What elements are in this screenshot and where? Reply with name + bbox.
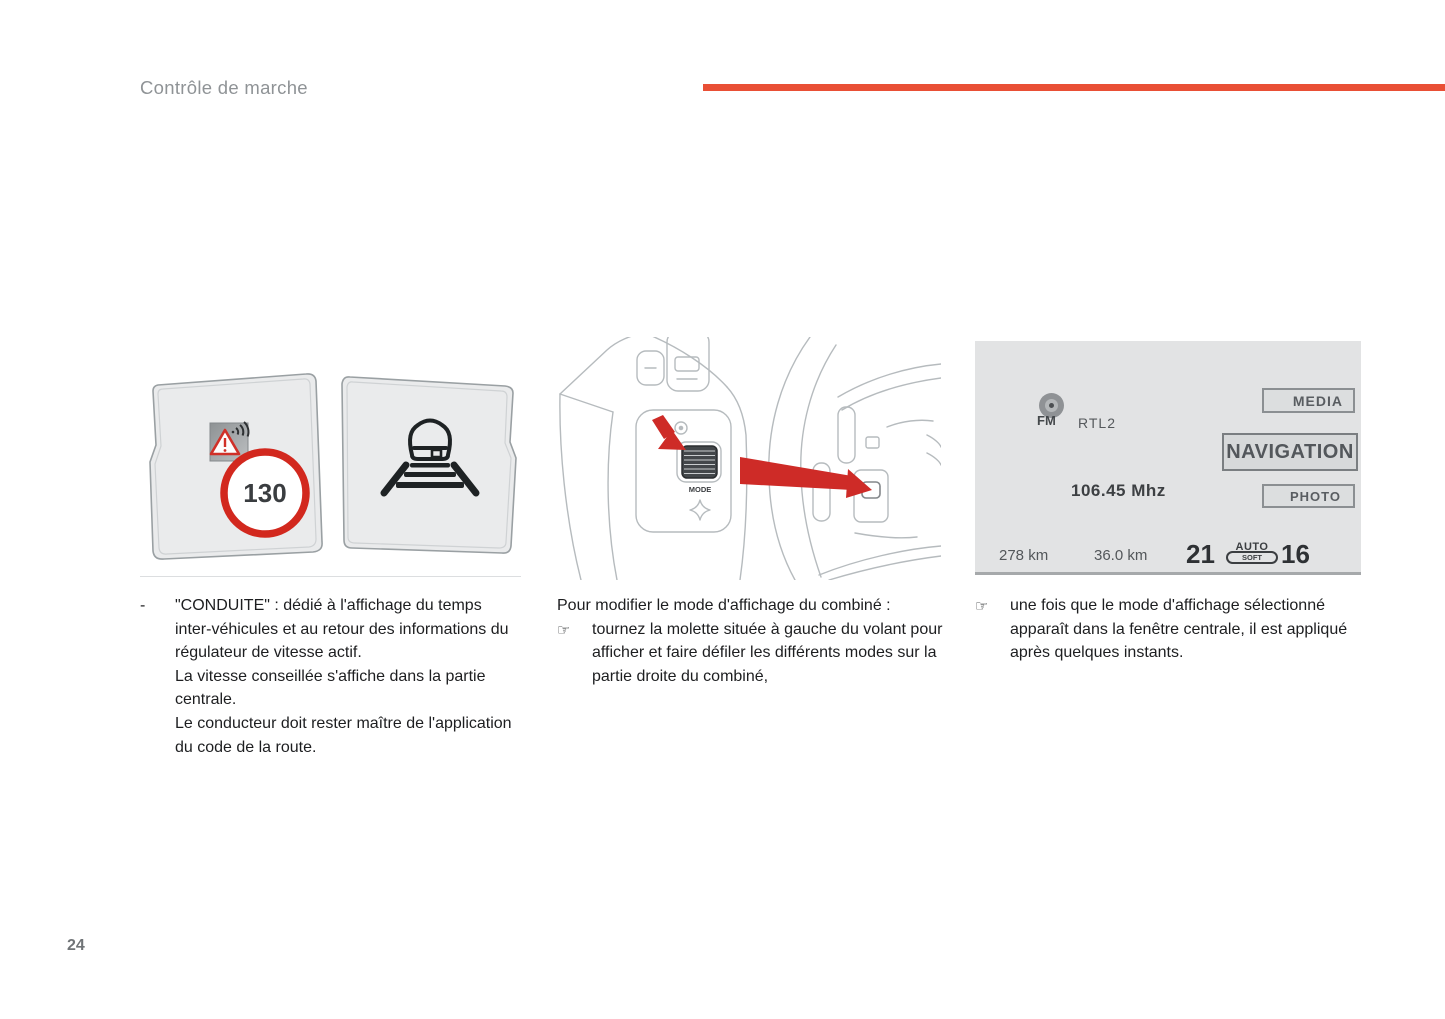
speed-limit-ring: [224, 452, 306, 534]
band-label: FM: [1037, 413, 1056, 428]
column-modify-mode: [557, 594, 945, 688]
chevron-logo-icon: [927, 435, 941, 447]
cluster-display-illustration: [140, 345, 521, 578]
media-button: MEDIA: [1262, 388, 1355, 413]
steering-wheel-illustration: [557, 337, 941, 580]
wheel-outline: [769, 337, 941, 580]
page-number: 24: [67, 937, 85, 954]
speed-limit-value: 130: [243, 478, 287, 508]
figure-baseline: [140, 576, 521, 577]
accent-bar: [703, 84, 1445, 91]
mode-thumbwheel: [682, 446, 717, 478]
dash-bullet: -: [140, 597, 146, 614]
central-display-figure: [975, 341, 1361, 575]
conduite-paragraph-1: "CONDUITE" : dédié à l'affichage du temps inter-véhicules et au retour des informations du régulateur de vitesse actif.: [175, 597, 509, 662]
steering-wheel-figure: [557, 337, 941, 580]
photo-button: PHOTO: [1262, 484, 1355, 508]
stalk-outline: [560, 337, 747, 580]
pointing-hand-icon: ☞: [557, 620, 571, 639]
temperature-right: 16: [1281, 539, 1310, 569]
conduite-paragraph-2: La vitesse conseillée s'affiche dans la partie centrale.: [175, 667, 486, 709]
page-header-title: Contrôle de marche: [140, 77, 308, 98]
odometer-total: 278 km: [999, 547, 1049, 564]
temperature-left: 21: [1186, 539, 1215, 569]
modify-instruction: tournez la molette située à gauche du volant pour afficher et faire défiler les différents modes sur la partie droite du combiné,: [592, 620, 943, 685]
column-apply-mode: [975, 594, 1365, 665]
climate-soft-pill: SOFT: [1226, 551, 1278, 564]
pointing-hand-icon: ☞: [975, 597, 989, 615]
frequency-value: 106.45 Mhz: [1071, 481, 1166, 500]
column-conduite: [140, 594, 522, 759]
cluster-display-figure: [140, 345, 521, 578]
station-name: RTL2: [1078, 415, 1116, 431]
mode-label: MODE: [688, 485, 712, 494]
odometer-trip: 36.0 km: [1094, 547, 1148, 564]
climate-auto-label: AUTO: [1235, 541, 1269, 553]
modify-intro: Pour modifier le mode d'affichage du combiné :: [557, 597, 891, 614]
climate-mode-indicator: [1226, 541, 1278, 564]
apply-instruction: une fois que le mode d'affichage sélectionné apparaît dans la fenêtre centrale, il est appliqué après quelques instants.: [1010, 597, 1348, 662]
navigation-button: NAVIGATION: [1222, 433, 1358, 471]
conduite-paragraph-3: Le conducteur doit rester maître de l'application du code de la route.: [175, 714, 512, 756]
